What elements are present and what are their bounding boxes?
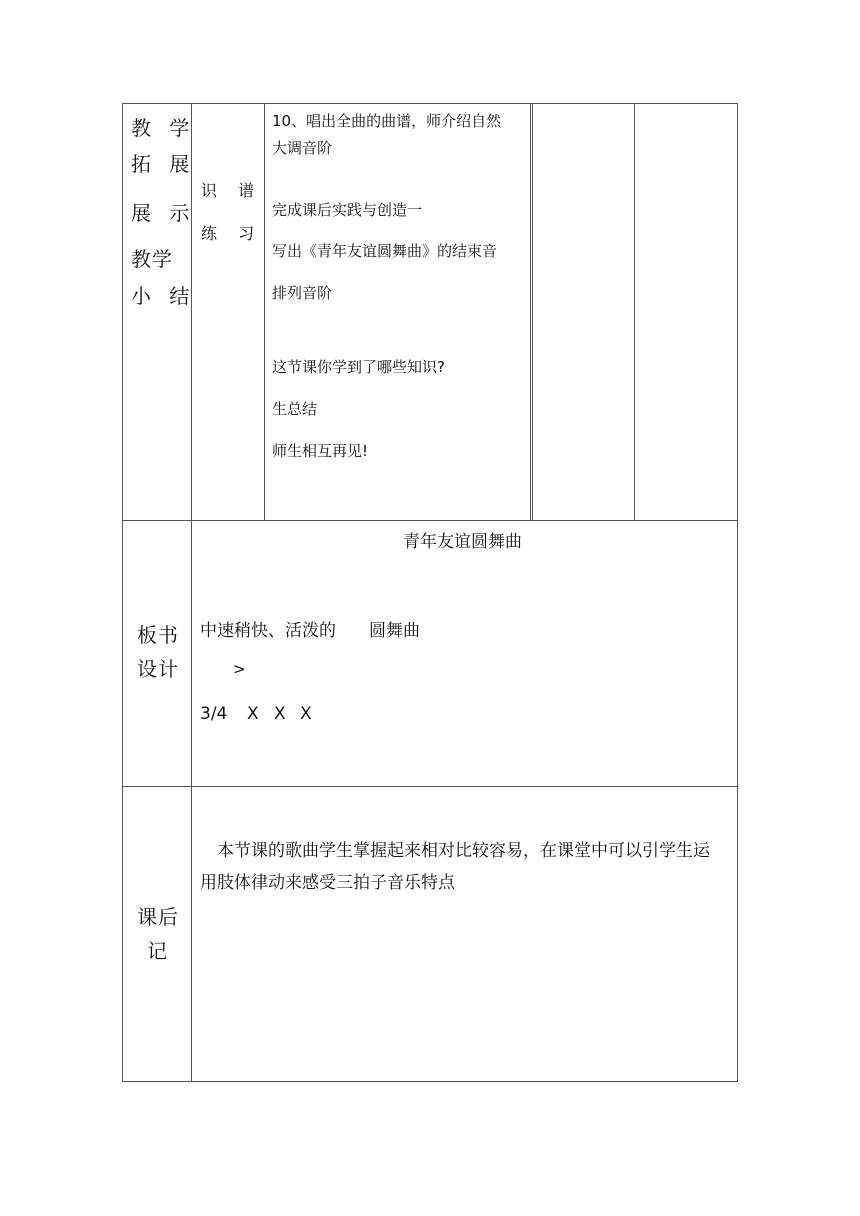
- row1-label-line: 小 结: [131, 284, 196, 308]
- row1-content-line: 生总结: [272, 400, 318, 418]
- row2-label-line: 设计: [137, 657, 179, 681]
- row1-content-line: 这节课你学到了哪些知识?: [272, 358, 445, 376]
- row1-label-line: 教学: [131, 247, 173, 271]
- row1-label-line: 拓 展: [131, 152, 196, 176]
- row1-label-line: 展 示: [131, 201, 196, 225]
- label-column-divider: [191, 103, 192, 1082]
- board-title: 青年友谊圆舞曲: [403, 532, 522, 552]
- row-divider-2: [122, 786, 738, 787]
- row3-label-line: 记: [147, 939, 168, 963]
- extra-column-divider-2: [634, 103, 635, 521]
- row1-content-line: 师生相互再见!: [272, 442, 369, 460]
- row1-content-line: 10、唱出全曲的曲谱，师介绍自然: [272, 112, 502, 130]
- beat-note: X: [247, 704, 259, 724]
- row3-label-line: 课后: [137, 905, 179, 929]
- row1-content-line: 排列音阶: [272, 284, 333, 302]
- row2-label-line: 板书: [137, 623, 179, 647]
- beat-note: X: [300, 704, 312, 724]
- beat-note: X: [274, 704, 286, 724]
- extra-column-divider-1: [532, 103, 533, 521]
- row1-sub-label-line: 识 谱: [201, 181, 263, 200]
- board-tempo-text: 中速稍快、活泼的: [200, 621, 336, 641]
- reflection-text-line: 用肢体律动来感受三拍子音乐特点: [200, 873, 455, 893]
- table-left-border: [122, 103, 123, 1082]
- board-style-text: 圆舞曲: [369, 621, 420, 641]
- table-bottom-border: [122, 1081, 738, 1082]
- content-column-divider: [530, 103, 531, 521]
- row1-label-line: 教 学: [131, 116, 196, 140]
- row1-sub-label-line: 练 习: [201, 224, 263, 243]
- accent-mark: >: [233, 660, 246, 678]
- row1-content-line: 大调音阶: [272, 139, 333, 157]
- table-right-border: [737, 103, 738, 1082]
- row-divider-1: [122, 520, 738, 521]
- row1-content-line: 完成课后实践与创造一: [272, 201, 423, 219]
- reflection-text-line: 本节课的歌曲学生掌握起来相对比较容易，在课堂中可以引学生运: [217, 841, 710, 861]
- table-top-border: [122, 103, 738, 104]
- time-signature: 3/4: [200, 704, 228, 724]
- sub-column-divider: [264, 103, 265, 521]
- row1-content-line: 写出《青年友谊圆舞曲》的结束音: [272, 242, 498, 260]
